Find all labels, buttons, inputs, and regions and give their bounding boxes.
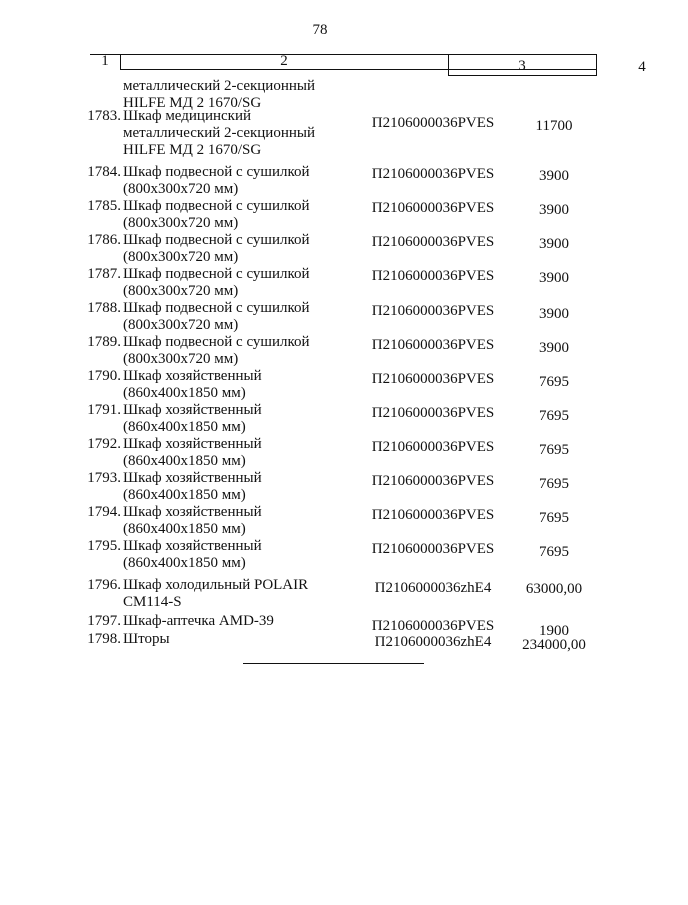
item-name [123,368,358,402]
item-price: 7695 [539,476,569,492]
item-name [123,538,358,572]
item-code: П2106000036PVES [371,337,495,353]
item-name-line: Шкаф хозяйственный [123,470,262,486]
item-name [123,613,358,630]
item-code: П2106000036zhE4 [374,634,492,650]
item-price: 3900 [539,306,569,322]
column-header-4: 4 [638,59,646,75]
item-name-line: Шкаф хозяйственный [123,436,262,452]
item-name-line: Шкаф подвесной с сушилкой [123,232,310,248]
row-number: 1785. [87,198,121,214]
item-name [123,436,358,470]
item-name-line: (860х400х1850 мм) [123,453,246,469]
row-number: 1788. [87,300,121,316]
row-number: 1792. [87,436,121,452]
column-header-2: 2 [280,53,288,69]
item-code: П2106000036PVES [371,268,495,284]
item-price: 3900 [539,340,569,356]
item-code: П2106000036PVES [371,371,495,387]
item-price: 3900 [539,270,569,286]
item-name-line: Шкаф подвесной с сушилкой [123,164,310,180]
item-name-line: (860х400х1850 мм) [123,555,246,571]
row-number: 1791. [87,402,121,418]
row-number: 1796. [87,577,121,593]
item-name-line: (800х300х720 мм) [123,181,239,197]
item-code: П2106000036PVES [371,405,495,421]
item-name-line: Шкаф подвесной с сушилкой [123,300,310,316]
item-price: 3900 [539,168,569,184]
item-name-line: HILFE МД 2 1670/SG [123,95,262,111]
item-name [123,266,358,300]
item-code: П2106000036PVES [371,166,495,182]
item-price: 1900 [539,623,569,639]
item-name [123,108,358,159]
item-name [123,402,358,436]
header-bottom-rule-right [448,75,597,76]
item-name [123,164,358,198]
item-name-line: Шкаф холодильный POLAIR [123,577,309,593]
item-name-line: Шкаф подвесной с сушилкой [123,198,310,214]
item-name [123,577,358,611]
item-price: 7695 [539,374,569,390]
item-price: 3900 [539,236,569,252]
item-code: П2106000036PVES [371,618,495,634]
item-name-line: (860х400х1850 мм) [123,385,246,401]
item-name [123,631,358,648]
item-name-line: Шкаф медицинский [123,108,252,124]
row-number: 1789. [87,334,121,350]
end-rule [243,663,424,664]
page-number: 78 [312,22,328,38]
item-code: П2106000036PVES [371,541,495,557]
row-number: 1784. [87,164,121,180]
item-name-line: Шкаф хозяйственный [123,504,262,520]
item-name-line: (800х300х720 мм) [123,215,239,231]
item-name [123,198,358,232]
item-name-line: Шкаф хозяйственный [123,368,262,384]
item-name-line: CM114-S [123,594,182,610]
item-name-line: (800х300х720 мм) [123,317,239,333]
column-header-3: 3 [518,58,526,74]
item-price: 11700 [535,118,573,134]
item-name-line: (800х300х720 мм) [123,283,239,299]
item-name-line: (860х400х1850 мм) [123,487,246,503]
item-name-line: Шторы [123,631,170,647]
item-price: 7695 [539,442,569,458]
item-name [123,232,358,266]
item-name-line: (800х300х720 мм) [123,249,239,265]
item-name [123,300,358,334]
item-code: П2106000036PVES [371,439,495,455]
item-code: П2106000036PVES [371,234,495,250]
item-name-line: Шкаф хозяйственный [123,402,262,418]
item-name-line: Шкаф подвесной с сушилкой [123,266,310,282]
row-number: 1783. [87,108,121,124]
item-name [123,78,358,112]
item-name-line: металлический 2-секционный [123,125,315,141]
row-number: 1794. [87,504,121,520]
item-code: П2106000036zhE4 [374,580,492,596]
item-name-line: (860х400х1850 мм) [123,521,246,537]
item-name-line: металлический 2-секционный [123,78,315,94]
item-name-line: Шкаф хозяйственный [123,538,262,554]
item-name-line: (800х300х720 мм) [123,351,239,367]
item-code: П2106000036PVES [371,200,495,216]
row-number: 1790. [87,368,121,384]
row-number: 1786. [87,232,121,248]
table-header [90,53,646,77]
item-code: П2106000036PVES [371,473,495,489]
item-name-line: (860х400х1850 мм) [123,419,246,435]
column-header-1: 1 [101,53,109,69]
item-code: П2106000036PVES [371,507,495,523]
item-name [123,470,358,504]
item-price: 63000,00 [525,581,583,597]
row-number: 1793. [87,470,121,486]
item-price: 7695 [539,544,569,560]
row-number: 1795. [87,538,121,554]
row-number: 1787. [87,266,121,282]
item-price: 234000,00 [522,637,586,653]
item-code: П2106000036PVES [371,303,495,319]
item-price: 7695 [539,510,569,526]
row-number: 1798. [87,631,121,647]
row-number: 1797. [87,613,121,629]
item-price: 7695 [539,408,569,424]
item-code: П2106000036PVES [371,115,495,131]
item-name-line: Шкаф-аптечка AMD-39 [123,613,274,629]
item-name-line: Шкаф подвесной с сушилкой [123,334,310,350]
item-name [123,504,358,538]
item-name [123,334,358,368]
item-name-line: HILFE МД 2 1670/SG [123,142,262,158]
item-price: 3900 [539,202,569,218]
